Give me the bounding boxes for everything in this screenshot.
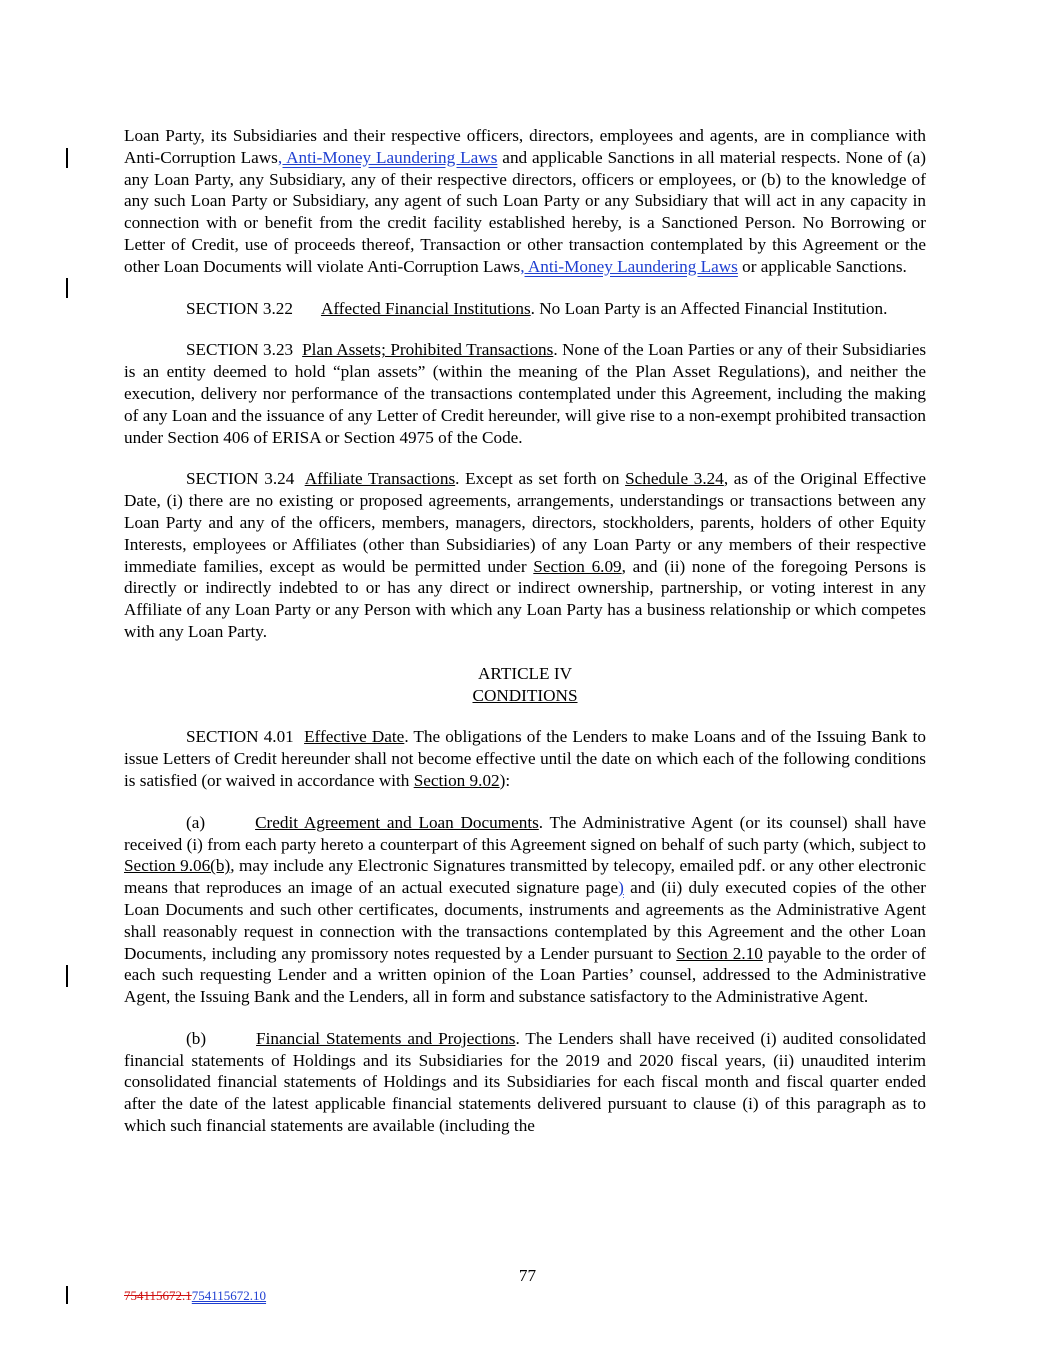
change-bar <box>66 965 68 987</box>
cross-reference: Section 2.10 <box>676 943 763 963</box>
clause-a: (a) Credit Agreement and Loan Documents. The Administrative Agent (or its counsel) shall have received (i) from each party hereto a counterpart of this Agreement signed on behalf of such party (which, subject to Section 9.06(b), may include any Electronic Signatures transmitted by telecopy, emailed pdf. or any other electronic means that reproduces an image of an actual executed signature page) and (ii) duly executed copies of the other Loan Documents and such other certificates, documents, instruments and agreements as the Administrative Agent shall reasonably request in connection with the transactions contemplated by this Agreement and the other Loan Documents, including any promissory notes requested by a Lender pursuant to Section 2.10 payable to the order of each such requesting Lender and a written opinion of the Loan Parties’ counsel, addressed to the Administrative Agent, the Issuing Bank and the Lenders, all in form and substance satisfactory to the Administrative Agent. <box>124 812 927 1007</box>
inserted-text: 754115672.10 <box>191 1288 267 1303</box>
cross-reference: Schedule 3.24 <box>625 469 724 489</box>
page-number: 77 <box>518 1266 537 1285</box>
article-title: CONDITIONS <box>472 685 578 705</box>
inserted-text: , Anti-Money Laundering Laws <box>277 147 498 167</box>
document-id <box>124 1288 266 1304</box>
clause-b: (b) Financial Statements and Projections. The Lenders shall have received (i) audited consolidated financial statements of Holdings and its Subsidiaries for the 2019 and 2020 fiscal years, (ii) unaudited interim consolidated financial statements of Holdings and its Subsidiaries for each fiscal month and fiscal quarter ended after the date of the latest applicable financial statements delivered pursuant to clause (i) of this paragraph as to which such financial statements are available (including the <box>124 1028 926 1136</box>
section-3-24: SECTION 3.24 Affiliate Transactions. Except as set forth on Schedule 3.24, as of the Original Effective Date, (i) there are no existing or proposed agreements, arrangements, understandings or transactions between any Loan Party and any of the officers, members, managers, directors, stockholders, parents, holders of other Equity Interests, employees or Affiliates (other than Subsidiaries) of any Loan Party or any members of their respective immediate families, except as would be permitted under Section 6.09, and (ii) none of the foregoing Persons is directly or indirectly indebted to or has any direct or indirect ownership, partnership, or voting interest in any Affiliate of any Loan Party or any Person with which any Loan Party has a business relationship or which competes with any Loan Party. <box>124 469 926 641</box>
inserted-text: , Anti-Money Laundering Laws <box>520 256 738 276</box>
clause-label: (a) <box>186 812 206 832</box>
inserted-text: ) <box>618 878 624 898</box>
article-heading <box>124 663 926 707</box>
section-4-01: SECTION 4.01 Effective Date. The obligations of the Lenders to make Loans and of the Issuing Bank to issue Letters of Credit hereunder shall not become effective until the date on which each of the following conditions is satisfied (or waived in accordance with Section 9.02): <box>124 727 926 790</box>
section-title: Plan Assets; Prohibited Transactions <box>302 340 554 360</box>
paragraph-sanctions: Loan Party, its Subsidiaries and their respective officers, directors, employees and agents, are in compliance with Anti-Corruption Laws, Anti-Money Laundering Laws and applicable Sanctions in all material respects. None of (a) any Loan Party, any Subsidiary, any of their respective directors, officers or employees, or (b) to the knowledge of any such Loan Party or Subsidiary, any agent of such Loan Party or any Subsidiary that will act in any capacity in connection with or benefit from the credit facility established hereby, is a Sanctioned Person. No Borrowing or Letter of Credit, use of proceeds thereof, Transaction or other transaction contemplated by this Agreement or the other Loan Documents will violate Anti-Corruption Laws, Anti-Money Laundering Laws or applicable Sanctions. <box>124 126 926 276</box>
clause-label: (b) <box>186 1028 207 1048</box>
article-number: ARTICLE IV <box>478 663 572 683</box>
section-number: SECTION 3.23 <box>186 340 294 360</box>
section-3-22: SECTION 3.22 Affected Financial Institutions. No Loan Party is an Affected Financial Institution. <box>186 298 888 318</box>
section-number: SECTION 3.22 <box>186 298 293 318</box>
deleted-text: 754115672.1 <box>124 1288 192 1303</box>
section-title: Affected Financial Institutions <box>320 298 531 318</box>
cross-reference: Section 6.09 <box>533 556 622 576</box>
section-title: Effective Date <box>304 727 405 747</box>
cross-reference: Section 9.02 <box>413 770 500 790</box>
clause-title: Financial Statements and Projections <box>256 1028 516 1048</box>
section-3-23: SECTION 3.23 Plan Assets; Prohibited Transactions. None of the Loan Parties or any of their Subsidiaries is an entity deemed to hold “plan assets” (within the meaning of the Plan Asset Regulations), and neither the execution, delivery nor performance of the transactions contemplated under this Agreement, including the making of any Loan and the issuance of any Letter of Credit hereunder, will give rise to a non-exempt prohibited transaction under Section 406 of ERISA or Section 4975 of the Code. <box>124 340 927 447</box>
change-bar <box>66 148 68 168</box>
cross-reference: Section 9.06(b) <box>124 856 231 876</box>
section-number: SECTION 3.24 <box>186 469 295 489</box>
change-bar <box>66 278 68 298</box>
section-number: SECTION 4.01 <box>186 727 294 747</box>
clause-title: Credit Agreement and Loan Documents <box>255 812 539 832</box>
change-bar <box>66 1286 68 1304</box>
document-page <box>124 125 926 1157</box>
section-title: Affiliate Transactions <box>304 469 456 489</box>
